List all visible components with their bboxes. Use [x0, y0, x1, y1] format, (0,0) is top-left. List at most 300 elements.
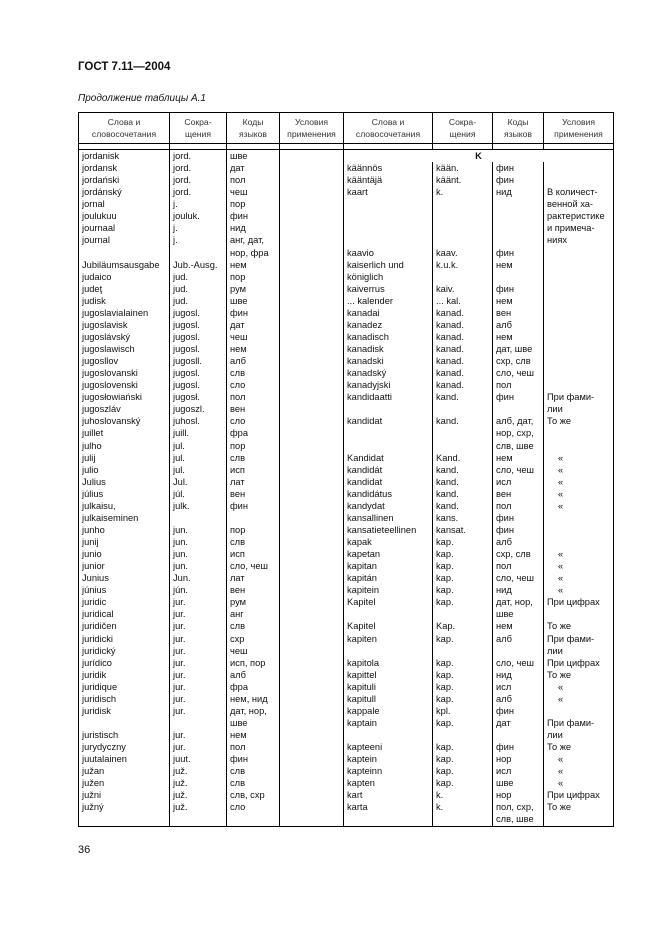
table-cell: нид	[493, 186, 544, 198]
table-row	[79, 729, 614, 741]
table-cell: jud.	[170, 295, 227, 307]
table-cell	[544, 440, 614, 452]
table-cell: kappale	[344, 705, 433, 717]
table-cell	[280, 355, 344, 367]
table-cell	[280, 633, 344, 645]
table-cell	[433, 608, 493, 620]
table-cell: kanad.	[433, 355, 493, 367]
table-cell	[280, 234, 344, 246]
table-row	[79, 427, 614, 439]
table-cell: kaiverrus	[344, 283, 433, 295]
table-cell: jún.	[170, 584, 227, 596]
table-cell: «	[544, 681, 614, 693]
table-cell: Jub.-Ausg.	[170, 259, 227, 271]
table-cell: kandidátus	[344, 488, 433, 500]
table-cell: нем	[493, 259, 544, 271]
table-cell	[280, 741, 344, 753]
table-cell: kand.	[433, 391, 493, 403]
table-cell: «	[544, 452, 614, 464]
table-cell: juill.	[170, 427, 227, 439]
table-cell: königlich	[344, 271, 433, 283]
table-cell: juridisch	[79, 693, 170, 705]
table-cell: jurydyczny	[79, 741, 170, 753]
table-row	[79, 633, 614, 645]
table-cell: kapten	[344, 777, 433, 789]
table-row	[79, 319, 614, 331]
table-cell: juridic	[79, 596, 170, 608]
table-cell: При фами-	[544, 633, 614, 645]
table-cell: jud.	[170, 271, 227, 283]
table-cell: слв	[227, 620, 280, 632]
table-cell: схр	[227, 633, 280, 645]
table-cell	[280, 572, 344, 584]
table-cell: kaart	[344, 186, 433, 198]
table-cell: kanadai	[344, 307, 433, 319]
table-caption: Продолжение таблицы А.1	[78, 93, 206, 104]
table-cell	[433, 210, 493, 222]
table-cell: То же	[544, 620, 614, 632]
table-cell: сло, чеш	[227, 560, 280, 572]
table-cell	[344, 198, 433, 210]
table-cell: karta	[344, 801, 433, 813]
table-cell	[280, 596, 344, 608]
table-cell	[227, 512, 280, 524]
table-row	[79, 777, 614, 789]
table-row	[79, 801, 614, 813]
table-cell: То же	[544, 801, 614, 813]
table-cell: сло, чеш	[493, 367, 544, 379]
table-row	[79, 669, 614, 681]
table-row	[79, 693, 614, 705]
table-cell: слв	[227, 367, 280, 379]
table-cell: фин	[493, 162, 544, 174]
table-cell: нем	[493, 295, 544, 307]
table-cell: ... kal.	[433, 295, 493, 307]
table-cell	[280, 669, 344, 681]
table-cell: и примеча-	[544, 222, 614, 234]
table-cell: jur.	[170, 681, 227, 693]
table-cell: kään.	[433, 162, 493, 174]
table-cell: jugoszl.	[170, 403, 227, 415]
table-cell	[280, 198, 344, 210]
abbreviation-table	[78, 112, 614, 827]
table-cell: слв	[227, 536, 280, 548]
table-cell: фин	[493, 174, 544, 186]
table-cell: jud.	[170, 283, 227, 295]
table-row	[79, 488, 614, 500]
table-cell: дат	[227, 319, 280, 331]
table-cell: jouluk.	[170, 210, 227, 222]
table-row	[79, 572, 614, 584]
table-cell: kand.	[433, 476, 493, 488]
table-header-row	[79, 113, 614, 144]
table-cell	[280, 440, 344, 452]
table-row	[79, 174, 614, 186]
table-cell	[344, 645, 433, 657]
table-cell: нем	[227, 729, 280, 741]
table-cell: juž.	[170, 789, 227, 801]
table-cell	[280, 705, 344, 717]
table-cell	[344, 440, 433, 452]
table-cell	[544, 512, 614, 524]
table-cell: kans.	[433, 512, 493, 524]
table-cell: фин	[493, 283, 544, 295]
document-header: ГОСТ 7.11—2004	[78, 61, 171, 73]
table-cell: дат, нор,	[227, 705, 280, 717]
table-cell: дат	[493, 717, 544, 729]
table-cell: пол, схр,	[493, 801, 544, 813]
table-cell	[227, 813, 280, 826]
table-cell: алб	[493, 536, 544, 548]
table-cell: фин	[227, 500, 280, 512]
table-cell: junio	[79, 548, 170, 560]
table-cell	[280, 777, 344, 789]
table-cell: сло	[227, 379, 280, 391]
table-cell: jugosl.	[170, 307, 227, 319]
table-cell	[433, 198, 493, 210]
table-cell: исл	[493, 765, 544, 777]
table-cell: jurídico	[79, 657, 170, 669]
table-cell: алб	[493, 633, 544, 645]
table-row	[79, 210, 614, 222]
table-row	[79, 403, 614, 415]
table-cell: пол	[227, 174, 280, 186]
table-cell: рактеристике	[544, 210, 614, 222]
table-cell	[170, 813, 227, 826]
table-cell	[544, 355, 614, 367]
table-row	[79, 789, 614, 801]
table-cell: kap.	[433, 741, 493, 753]
table-cell: kapiten	[344, 633, 433, 645]
table-cell	[544, 259, 614, 271]
table-cell: jugosl.	[170, 367, 227, 379]
table-cell: južen	[79, 777, 170, 789]
table-cell: рум	[227, 596, 280, 608]
table-cell: сло, чеш	[493, 657, 544, 669]
table-row	[79, 271, 614, 283]
table-cell: «	[544, 777, 614, 789]
table-cell	[280, 488, 344, 500]
table-cell: kapitull	[344, 693, 433, 705]
table-cell	[544, 283, 614, 295]
table-cell: То же	[544, 741, 614, 753]
table-cell: június	[79, 584, 170, 596]
table-cell: При фами-	[544, 391, 614, 403]
table-cell: «	[544, 464, 614, 476]
table-cell: Jubiläumsausgabe	[79, 259, 170, 271]
table-cell: jugosllov	[79, 355, 170, 367]
table-cell: jur.	[170, 596, 227, 608]
table-cell: kandidat	[344, 476, 433, 488]
table-cell	[280, 717, 344, 729]
table-cell: kanadisk	[344, 343, 433, 355]
table-cell: juhoslovanský	[79, 415, 170, 427]
table-cell: При цифрах	[544, 596, 614, 608]
table-cell	[280, 620, 344, 632]
table-cell	[170, 717, 227, 729]
table-cell: jul.	[170, 464, 227, 476]
table-cell: julk.	[170, 500, 227, 512]
table-cell: kapitein	[344, 584, 433, 596]
table-cell: схр, слв	[493, 355, 544, 367]
table-cell	[544, 319, 614, 331]
table-cell	[79, 247, 170, 259]
table-cell: jugoslawisch	[79, 343, 170, 355]
table-cell	[433, 403, 493, 415]
table-cell	[544, 427, 614, 439]
table-cell: «	[544, 500, 614, 512]
table-cell: нид	[493, 669, 544, 681]
table-cell	[280, 150, 344, 163]
table-row	[79, 367, 614, 379]
table-cell: фин	[227, 753, 280, 765]
table-cell: kanadský	[344, 367, 433, 379]
table-cell	[493, 222, 544, 234]
table-row	[79, 765, 614, 777]
column-header: Коды языков	[493, 113, 544, 144]
table-cell: Jul.	[170, 476, 227, 488]
table-cell: julho	[79, 440, 170, 452]
table-cell: «	[544, 488, 614, 500]
table-row	[79, 560, 614, 572]
table-cell: k.	[433, 789, 493, 801]
table-cell	[433, 645, 493, 657]
table-cell: сло	[227, 415, 280, 427]
table-cell	[280, 657, 344, 669]
table-cell	[280, 681, 344, 693]
table-cell	[280, 765, 344, 777]
table-cell: jugoslávský	[79, 331, 170, 343]
table-row	[79, 536, 614, 548]
table-cell	[280, 295, 344, 307]
table-cell: То же	[544, 415, 614, 427]
table-cell	[280, 500, 344, 512]
table-row	[79, 186, 614, 198]
table-cell	[433, 813, 493, 826]
table-cell	[344, 234, 433, 246]
table-row	[79, 391, 614, 403]
table-cell: нид	[493, 584, 544, 596]
table-cell: Kap.	[433, 620, 493, 632]
table-cell: kanad.	[433, 367, 493, 379]
table-cell: kap.	[433, 753, 493, 765]
table-cell: нор	[493, 753, 544, 765]
table-cell	[493, 403, 544, 415]
table-cell: «	[544, 753, 614, 765]
table-cell: kand.	[433, 500, 493, 512]
table-cell: juž.	[170, 777, 227, 789]
table-cell: julij	[79, 452, 170, 464]
table-cell: лии	[544, 729, 614, 741]
table-cell: kap.	[433, 681, 493, 693]
table-cell: juillet	[79, 427, 170, 439]
table-cell: фин	[493, 705, 544, 717]
table-row	[79, 608, 614, 620]
table-cell	[544, 331, 614, 343]
table-cell: нид	[227, 222, 280, 234]
table-cell: пол	[227, 741, 280, 753]
table-cell: исл	[493, 476, 544, 488]
table-cell: jordanisk	[79, 150, 170, 163]
table-cell	[79, 717, 170, 729]
table-cell: Junius	[79, 572, 170, 584]
table-cell: juutalainen	[79, 753, 170, 765]
table-cell: Kapitel	[344, 596, 433, 608]
table-cell	[544, 705, 614, 717]
table-cell: лии	[544, 645, 614, 657]
table-cell: juridical	[79, 608, 170, 620]
table-cell	[280, 271, 344, 283]
table-cell: При фами-	[544, 717, 614, 729]
column-header: Условия применения	[544, 113, 614, 144]
table-row	[79, 548, 614, 560]
table-cell	[280, 379, 344, 391]
table-cell: вен	[227, 584, 280, 596]
table-cell: В количест-	[544, 186, 614, 198]
table-cell	[280, 536, 344, 548]
table-cell: алб	[227, 355, 280, 367]
table-cell	[344, 222, 433, 234]
table-row	[79, 596, 614, 608]
table-cell: слв	[227, 452, 280, 464]
table-cell	[544, 524, 614, 536]
table-cell: jordánský	[79, 186, 170, 198]
table-cell: kpl.	[433, 705, 493, 717]
table-cell	[170, 247, 227, 259]
table-cell: juut.	[170, 753, 227, 765]
column-header: Коды языков	[227, 113, 280, 144]
table-row	[79, 476, 614, 488]
table-cell: нем	[227, 259, 280, 271]
table-cell: алб, дат,	[493, 415, 544, 427]
table-cell	[544, 247, 614, 259]
table-cell: jord.	[170, 186, 227, 198]
page-number: 36	[78, 844, 91, 856]
table-cell: kap.	[433, 717, 493, 729]
table-cell: journaal	[79, 222, 170, 234]
table-cell: лат	[227, 572, 280, 584]
table-cell	[280, 283, 344, 295]
table-cell	[433, 440, 493, 452]
table-cell: нем	[493, 331, 544, 343]
table-cell: вен	[227, 488, 280, 500]
table-cell: jord.	[170, 174, 227, 186]
table-cell: пор	[227, 198, 280, 210]
table-cell: «	[544, 560, 614, 572]
table-cell: нор	[493, 789, 544, 801]
table-cell: kapitán	[344, 572, 433, 584]
table-cell: kap.	[433, 548, 493, 560]
table-cell: juž.	[170, 765, 227, 777]
table-cell: kapteeni	[344, 741, 433, 753]
table-cell: jur.	[170, 645, 227, 657]
table-row	[79, 717, 614, 729]
table-cell: kandydat	[344, 500, 433, 512]
table-cell: схр, слв	[493, 548, 544, 560]
table-cell: juridicki	[79, 633, 170, 645]
table-row	[79, 162, 614, 174]
table-cell: jugoslavialainen	[79, 307, 170, 319]
table-cell: пол	[227, 391, 280, 403]
table-cell: шве	[493, 608, 544, 620]
table-cell	[544, 174, 614, 186]
table-cell	[280, 584, 344, 596]
table-cell: jugoslovenski	[79, 379, 170, 391]
table-cell	[280, 789, 344, 801]
table-row	[79, 295, 614, 307]
table-cell: juhosl.	[170, 415, 227, 427]
table-cell: нор, схр,	[493, 427, 544, 439]
table-row	[79, 355, 614, 367]
table-cell: При цифрах	[544, 657, 614, 669]
table-row	[79, 259, 614, 271]
table-cell: kääntäjä	[344, 174, 433, 186]
table-cell: сло	[227, 801, 280, 813]
table-cell: jugosl.	[170, 343, 227, 355]
table-cell: kap.	[433, 657, 493, 669]
table-cell: juridique	[79, 681, 170, 693]
table-cell: julio	[79, 464, 170, 476]
table-cell: слв, схр	[227, 789, 280, 801]
table-cell: jur.	[170, 608, 227, 620]
table-cell	[280, 693, 344, 705]
table-cell: käännös	[344, 162, 433, 174]
table-cell	[433, 729, 493, 741]
table-cell: нем	[493, 620, 544, 632]
table-cell: фра	[227, 681, 280, 693]
table-cell: фин	[493, 391, 544, 403]
table-cell	[280, 801, 344, 813]
table-cell	[493, 210, 544, 222]
table-cell	[280, 367, 344, 379]
table-cell: kand.	[433, 488, 493, 500]
table-cell: алб	[493, 319, 544, 331]
table-cell: kapetan	[344, 548, 433, 560]
table-cell	[544, 271, 614, 283]
table-cell: kap.	[433, 765, 493, 777]
table-cell: kap.	[433, 596, 493, 608]
table-cell	[280, 524, 344, 536]
table-cell	[280, 307, 344, 319]
table-cell: julkaiseminen	[79, 512, 170, 524]
table-cell: алб	[227, 669, 280, 681]
table-cell: фин	[493, 741, 544, 753]
table-cell	[280, 403, 344, 415]
table-cell: kapak	[344, 536, 433, 548]
table-cell: jur.	[170, 741, 227, 753]
table-cell: фин	[493, 524, 544, 536]
table-cell: kansatieteellinen	[344, 524, 433, 536]
table-cell: jur.	[170, 693, 227, 705]
table-cell	[544, 162, 614, 174]
table-cell	[280, 476, 344, 488]
table-row	[79, 150, 614, 163]
table-cell: kaiv.	[433, 283, 493, 295]
table-cell: фин	[227, 210, 280, 222]
table-cell: kaav.	[433, 247, 493, 259]
table-row	[79, 500, 614, 512]
table-cell: j.	[170, 234, 227, 246]
table-cell	[280, 331, 344, 343]
table-cell: вен	[493, 307, 544, 319]
table-row	[79, 645, 614, 657]
table-cell: jun.	[170, 536, 227, 548]
table-cell: лат	[227, 476, 280, 488]
table-cell	[544, 367, 614, 379]
table-cell: шве	[493, 777, 544, 789]
table-cell	[170, 512, 227, 524]
table-cell: kap.	[433, 693, 493, 705]
